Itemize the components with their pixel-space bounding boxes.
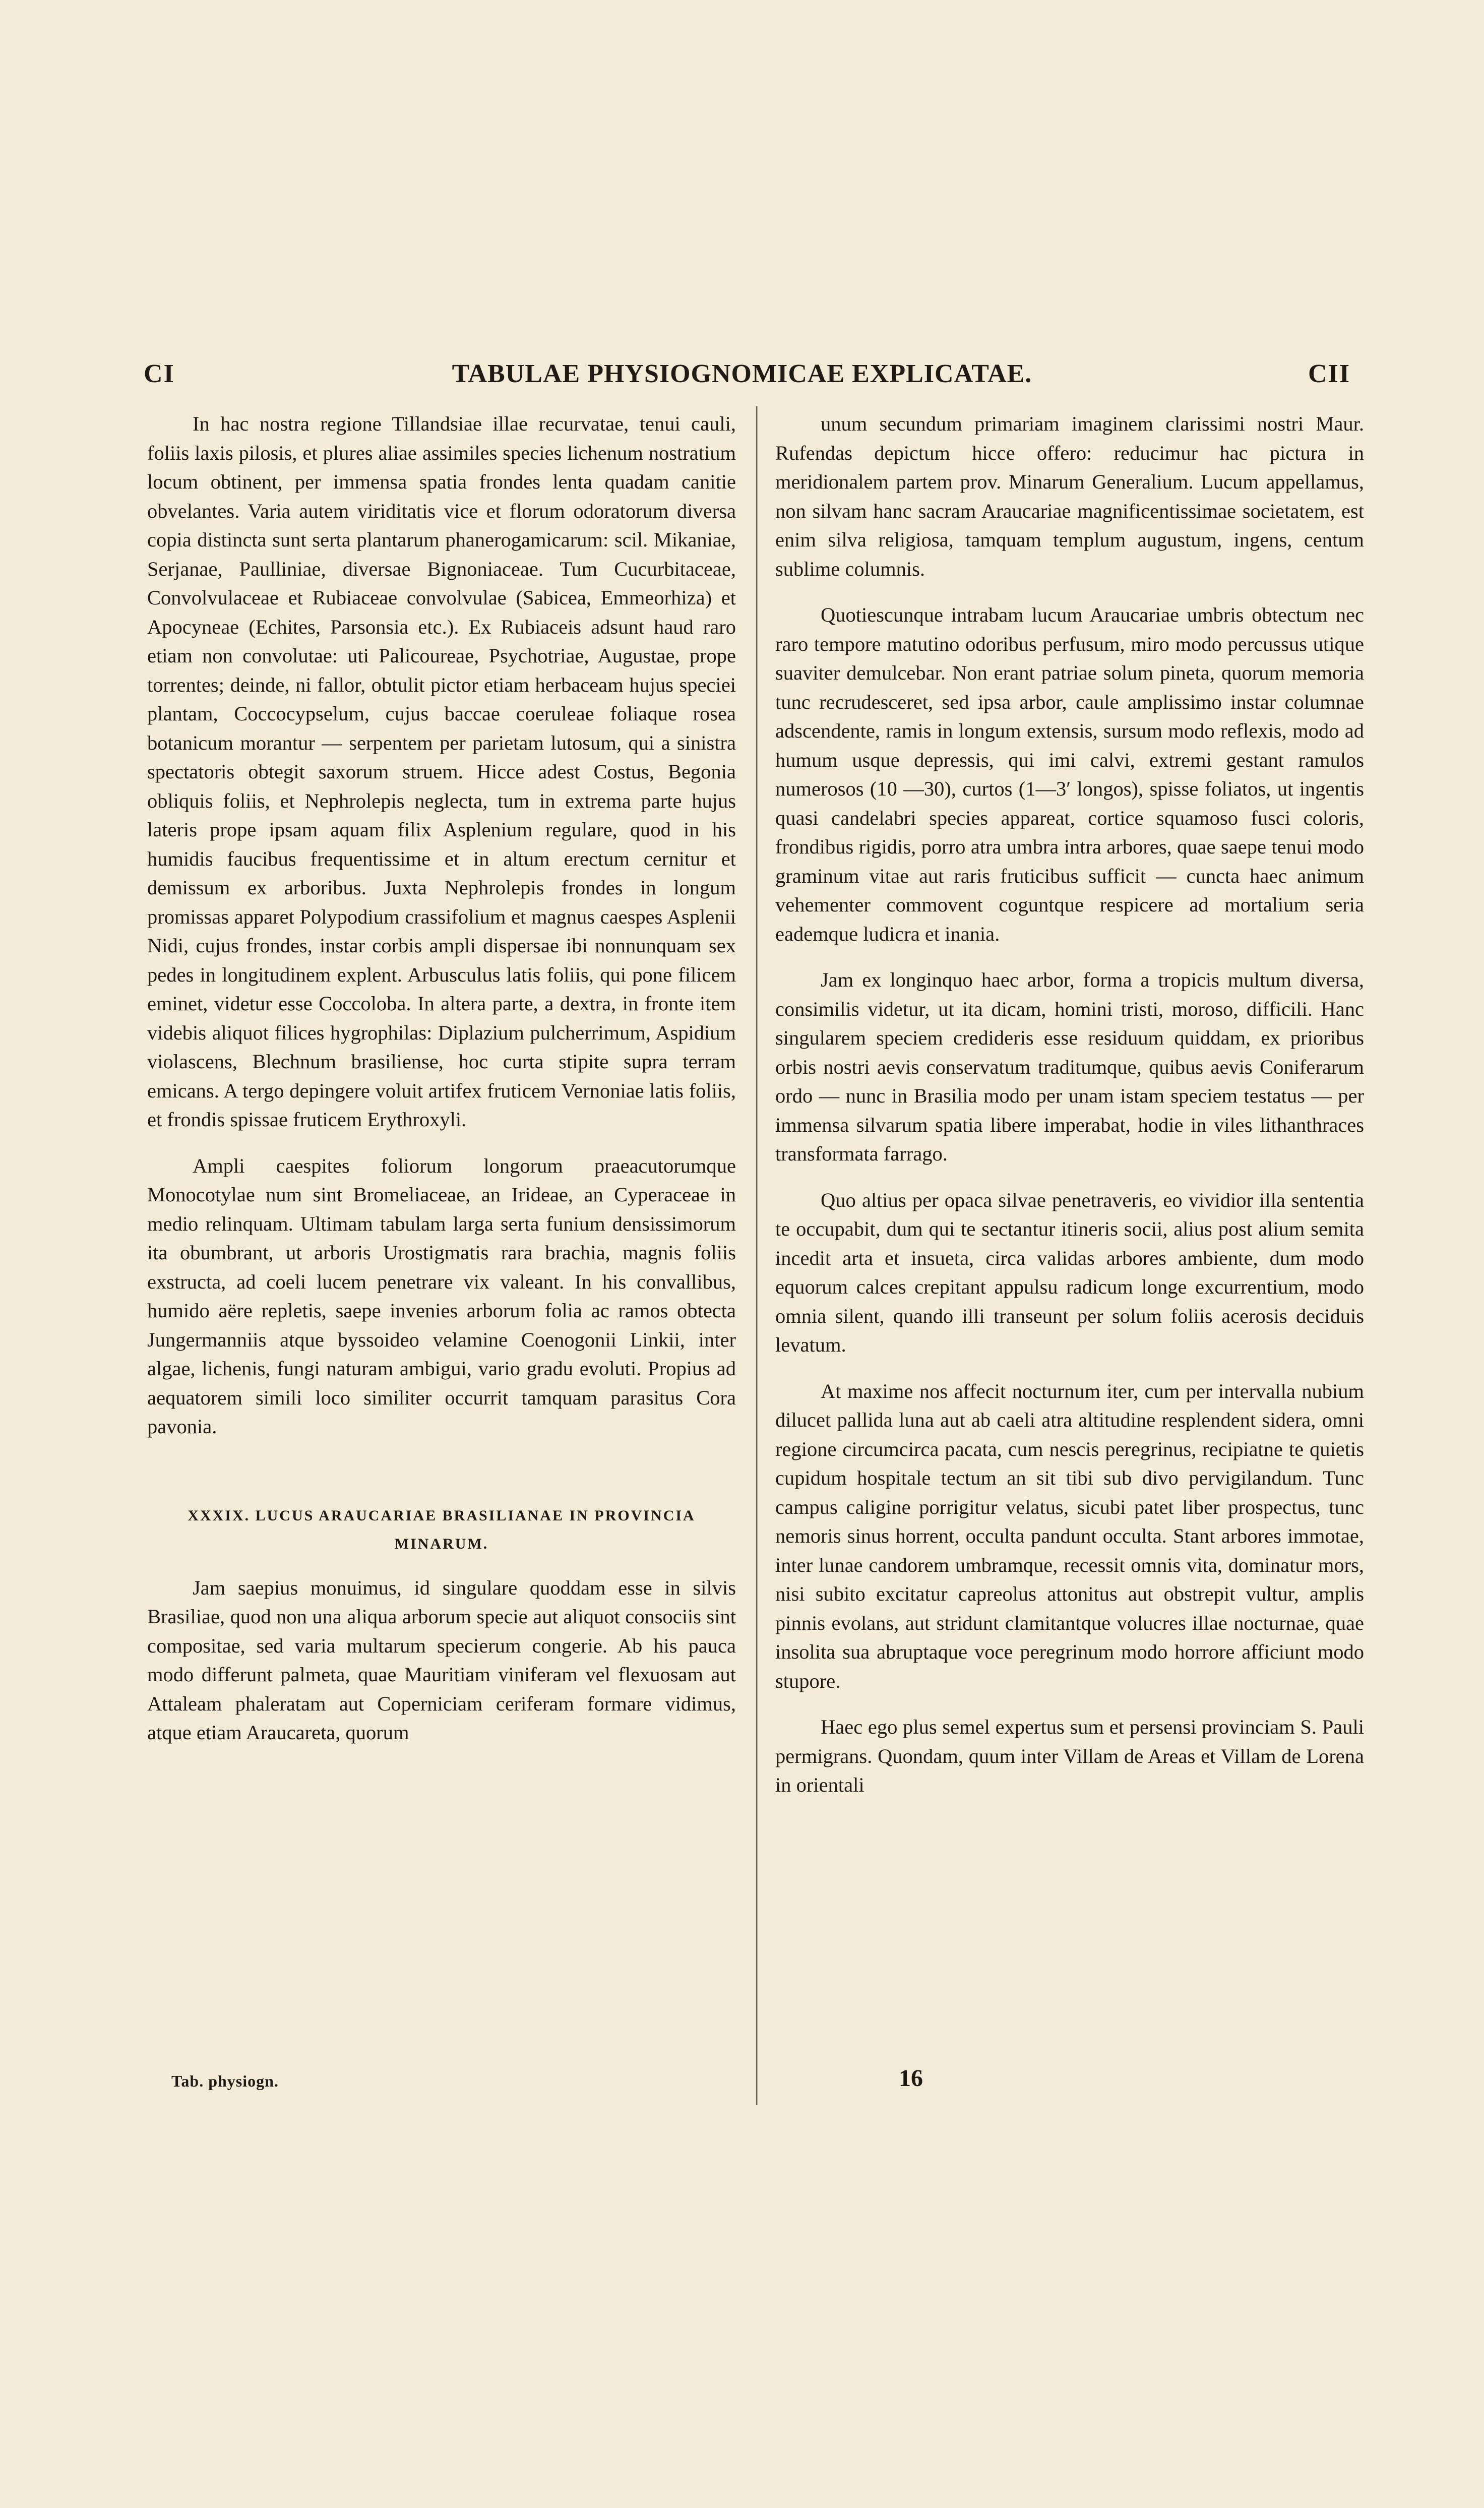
page-number-left: CI (144, 359, 175, 388)
paragraph: In hac nostra regione Tillandsiae illae recurvatae, tenui cauli, foliis laxis pilosis, et plures aliae assimiles species lichenum nostratium locum obtinent, per immensa spatia frondes lenta quadam canitie obvelantes. Varia autem viriditatis vice et florum odoratorum diversa copia distincta sunt serta plantarum phanerogamicarum: scil. Mikaniae, Serjanae, Paulliniae, diversae Bignoniaceae. Tum Cucurbitaceae, Convolvulaceae et Rubiaceae convolvulae (Sabicea, Emmeorhiza) et Apocyneae (Echites, Parsonsia etc.). Ex Rubiaceis adsunt haud raro etiam non convolutae: uti Palicoureae, Psychotriae, Augustae, prope torrentes; deinde, ni fallor, obtulit pictor etiam herbaceam hujus speciei plantam, Coccocypselum, cujus baccae coeruleae foliaque rosea botanicum morantur — serpentem per parietam lutosum, qui a sinistra spectatoris obtegit saxorum struem. Hicce adest Costus, Begonia obliquis foliis, et Nephrolepis neglecta, tum in extrema parte hujus lateris prope ipsam aquam filix Asplenium regulare, quod in his humidis faucibus frequentissime et in altum erectum cernitur et demissum ex arboribus. Juxta Nephrolepis frondes in longum promissas apparet Polypodium crassifolium et magnus caespes Asplenii Nidi, cujus frondes, instar corbis ampli dispersae ibi nonnunquam sex pedes in longitudinem explent. Arbusculus latis foliis, qui pone filicem eminet, videtur esse Coccoloba. In altera parte, a dextra, in fronte item videbis aliquot filices hygrophilas: Diplazium pulcherrimum, Aspidium violascens, Blechnum brasiliense, hoc curta stipite supra terram emicans. A tergo depingere voluit artifex fruticem Vernoniae latis foliis, et frondis spissae fruticem Erythroxyli. (147, 412, 736, 1131)
paragraph: Quo altius per opaca silvae penetraveris, eo vividior illa sententia te occupabit, dum qui te sectantur itineris socii, alius post alium semita incedit arta et insueta, circa validas arbores ambiente, dum modo equorum calces crepitant appulsu radicum longe excurrentium, modo omnia silent, quando illi transeunt per solum foliis acerosis deciduis levatum. (775, 1188, 1364, 1356)
section-heading: XXXIX. LUCUS ARAUCARIAE BRASILIANAE IN PROVINCIA MINARUM. (188, 1507, 696, 1552)
paragraph: unum secundum primariam imaginem clarissimi nostri Maur. Rufendas depictum hicce offero: reducimur hac pictura in meridionalem partem prov. Minarum Generalium. Lucum appellamus, non silvam hanc sacram Araucariae magnificentissimae societatem, est enim silva religiosa, tamquam templum augustum, ingens, centum sublime columnis. (775, 412, 1364, 580)
paragraph: Quotiescunque intrabam lucum Araucariae umbris obtectum nec raro tempore matutino odoribus perfusum, miro modo percussus utique suaviter demulcebar. Non erant patriae solum pineta, quorum memoria tunc recrudesceret, sed ipsa arbor, caule amplissimo instar columnae adscendente, ramis in longum extensis, sursum modo reflexis, modo ad humum usque depressis, qui imi calvi, extremi gestant ramulos numerosos (10 —30), curtos (1—3′ longos), spisse foliatos, ut ingentis quasi candelabri species appareat, cortice squamoso fusci coloris, frondibus rigidis, porro atra umbra intra arbores, quae saepe tenui modo graminum vitae aut raris fruticibus sufficit — cuncta haec animum vehementer commovent coguntque respicere ad mortalium seria eademque ludicra et inania. (775, 603, 1364, 945)
paragraph: Ampli caespites foliorum longorum praeacutorumque Monocotylae num sint Bromeliaceae, an Irideae, an Cyperaceae in medio relinquam. Ultimam tabulam larga serta funium densissimorum ita obumbrant, ut arboris Urostigmatis rara brachia, magnis foliis exstructa, ad coeli lucem penetrare vix valeant. In his convallibus, humido aëre repletis, saepe invenies arborum folia ac ramos obtecta Jungermanniis atque byssoideo velamine Coenogonii Linkii, inter algae, lichenis, fungi naturam ambigui, vario gradu evoluti. Propius ad aequatorem simili loco similiter occurrit tamquam parasitus Cora pavonia. (147, 1154, 736, 1438)
right-column (775, 409, 1364, 1800)
page-number-right: CII (1308, 359, 1350, 388)
paragraph: At maxime nos affecit nocturnum iter, cum per intervalla nubium dilucet pallida luna aut ab caeli atra altitudine resplendent sidera, omni regione circumcirca pacata, cum nescis peregrinus, recipiatne te quietis cupidum hospitale tectum an sit tibi sub divo pervigilandum. Tunc campus caligine porrigitur velatus, sicubi patet liber prospectus, tunc nemoris sinus horrent, occulta pandunt occulta. Stant arbores immotae, inter lunae candorem umbramque, recessit omnis vita, dominatur mors, nisi subito excitatur capreolus attonitus aut obstrepit vultur, amplis pinnis evolans, aut stridunt clamitantque volucres illae nocturnae, quae insolita sua abruptaque voce peregrinum modo horrore afficiunt modo stupore. (775, 1379, 1364, 1692)
paragraph: Jam ex longinquo haec arbor, forma a tropicis multum diversa, consimilis videtur, ut ita dicam, homini tristi, moroso, difficili. Hanc singularem speciem credideris esse residuum quiddam, ex prioribus orbis nostri aevis conservatum traditumque, quibus aevis Coniferarum ordo — nunc in Brasilia modo per unam istam speciem testatus — per immensa silvarum spatia libere imperabat, hodie in viles lithanthraces transformata farrago. (775, 968, 1364, 1165)
paragraph: Jam saepius monuimus, id singulare quoddam esse in silvis Brasiliae, quod non una aliqua arborum specie aut aliquot consociis sint compositae, sed varia multarum specierum congerie. Ab his pauca modo differunt palmeta, quae Mauritiam viniferam vel flexuosam aut Attaleam phaleratam aut Coperniciam ceriferam formare vidimus, atque etiam Araucareta, quorum (147, 1576, 736, 1744)
sheet-number: 16 (899, 2065, 923, 2092)
left-column (147, 409, 736, 1747)
running-title: TABULAE PHYSIOGNOMICAE EXPLICATAE. (452, 359, 1032, 388)
signature-mark: Tab. physiogn. (171, 2072, 279, 2090)
paragraph: Haec ego plus semel expertus sum et persensi provinciam S. Pauli permigrans. Quondam, quum inter Villam de Areas et Villam de Lorena in orientali (775, 1716, 1364, 1796)
column-divider (756, 406, 758, 2105)
